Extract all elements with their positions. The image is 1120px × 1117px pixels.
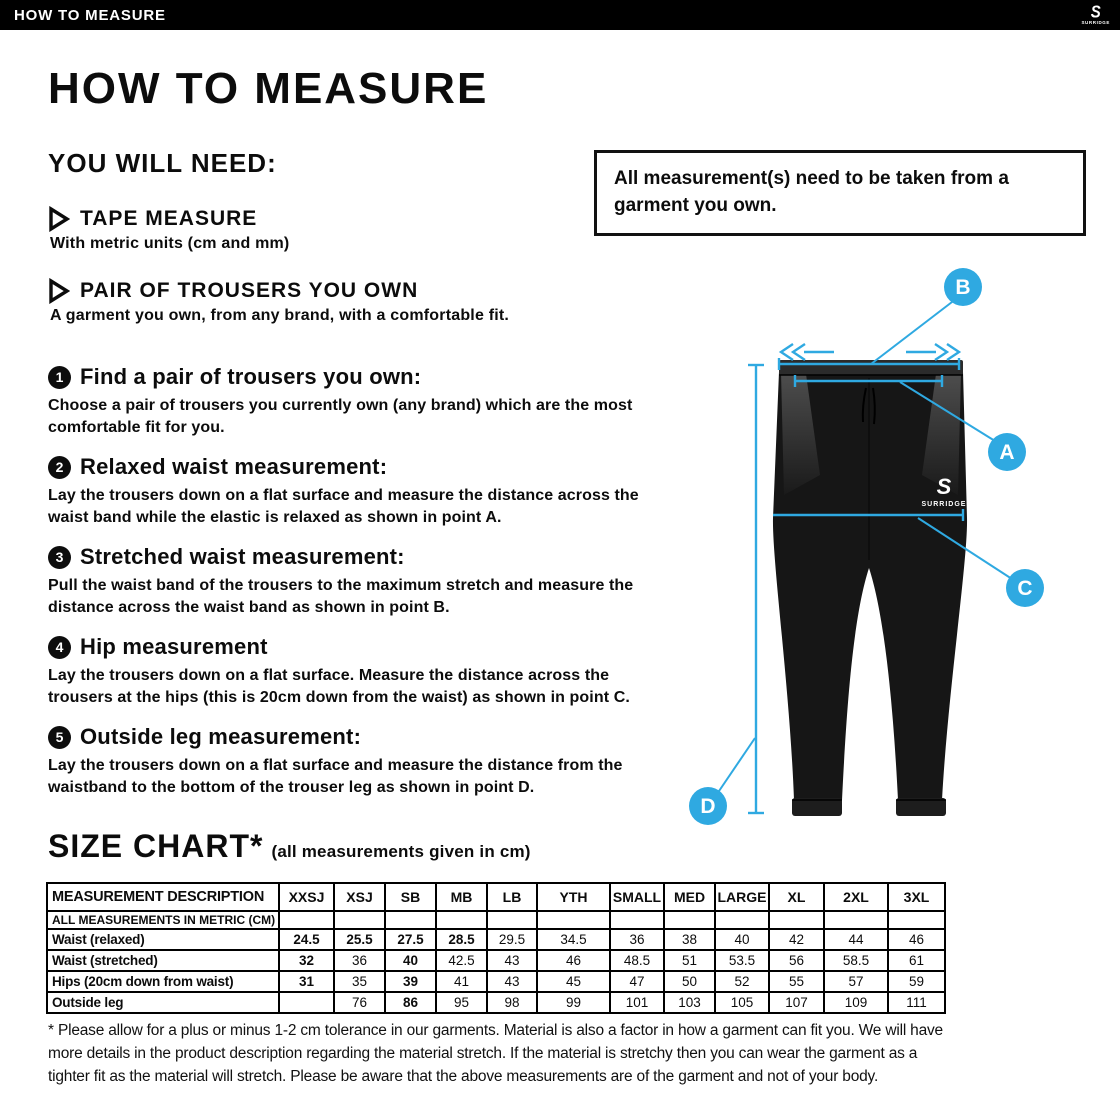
size-chart-heading: SIZE CHART* — [48, 828, 264, 864]
row-label: Waist (relaxed) — [47, 929, 279, 950]
svg-text:SURRIDGE: SURRIDGE — [921, 501, 967, 508]
metric-note: ALL MEASUREMENTS IN METRIC (CM) — [47, 911, 279, 929]
triangle-bullet-icon — [48, 278, 70, 304]
step-number-badge: 4 — [48, 636, 71, 659]
need-item-description: A garment you own, from any brand, with a comfortable fit. — [50, 307, 510, 324]
step-number-badge: 3 — [48, 546, 71, 569]
column-header: MB — [436, 883, 487, 911]
need-item-trousers — [48, 278, 648, 325]
step-body: Lay the trousers down on a flat surface and measure the distance from the waistband to the bottom of the trouser leg as shown in point D. — [48, 757, 623, 797]
column-header: 3XL — [888, 883, 945, 911]
metric-note-row — [47, 911, 945, 929]
column-header: XXSJ — [279, 883, 334, 911]
need-item-tape-measure — [48, 206, 648, 253]
step-body: Pull the waist band of the trousers to the maximum stretch and measure the distance across the waist band as shown in point B. — [48, 577, 634, 617]
column-header: MEASUREMENT DESCRIPTION — [47, 883, 279, 911]
step-body: Lay the trousers down on a flat surface and measure the distance across the waist band while the elastic is relaxed as shown in point A. — [48, 487, 639, 527]
row-label: Outside leg — [47, 992, 279, 1013]
table-row: Waist (relaxed) 24.5 25.5 27.5 28.5 29.5 34.5 36 38 40 42 44 46 — [47, 929, 945, 950]
size-chart-heading-row — [48, 828, 531, 865]
column-header: SB — [385, 883, 436, 911]
step-title: Outside leg measurement: — [80, 724, 362, 749]
size-chart-subheading: (all measurements given in cm) — [271, 842, 531, 861]
notice-box: All measurement(s) need to be taken from a garment you own. — [594, 150, 1086, 236]
column-header: 2XL — [824, 883, 888, 911]
table-row: Outside leg 76 86 95 98 99 101 103 105 107 109 111 — [47, 992, 945, 1013]
size-chart-table — [46, 882, 946, 1014]
step-1 — [48, 364, 656, 439]
step-5 — [48, 724, 656, 799]
step-title: Relaxed waist measurement: — [80, 454, 388, 479]
point-b-badge: B — [955, 276, 971, 299]
step-number-badge: 2 — [48, 456, 71, 479]
page-title: HOW TO MEASURE — [48, 64, 489, 113]
column-header: SMALL — [610, 883, 664, 911]
trousers-measurement-diagram — [680, 260, 1060, 840]
step-number-badge: 5 — [48, 726, 71, 749]
row-label: Hips (20cm down from waist) — [47, 971, 279, 992]
need-item-label: TAPE MEASURE — [80, 207, 258, 230]
step-body: Lay the trousers down on a flat surface. Measure the distance across the trousers at the hips (this is 20cm down from the waist) as shown in point C. — [48, 667, 630, 707]
column-header: XSJ — [334, 883, 385, 911]
triangle-bullet-icon — [48, 206, 70, 232]
point-a-badge: A — [999, 441, 1015, 464]
column-header: LARGE — [715, 883, 769, 911]
trousers-image — [773, 360, 967, 816]
step-number-badge: 1 — [48, 366, 71, 389]
column-header: XL — [769, 883, 824, 911]
step-title: Stretched waist measurement: — [80, 544, 405, 569]
column-header: MED — [664, 883, 715, 911]
top-bar-title: HOW TO MEASURE — [14, 6, 166, 24]
step-3 — [48, 544, 656, 619]
tolerance-footnote: * Please allow for a plus or minus 1-2 cm tolerance in our garments. Material is also a factor in how a garment can fit you. We will have more details in the product description regarding the material stretch. If the material is stretchy then you can wear the garment as a tighter fit as the material will stretch. Please be aware that the above measurements are of the garment and not of your body. — [48, 1022, 943, 1085]
surridge-wordmark: SURRIDGE — [1081, 19, 1110, 25]
row-label: Waist (stretched) — [47, 950, 279, 971]
point-c-badge: C — [1017, 577, 1033, 600]
table-header-row — [47, 883, 945, 911]
table-row: Hips (20cm down from waist) 31 35 39 41 43 45 47 50 52 55 57 59 — [47, 971, 945, 992]
surridge-logo-icon — [1081, 2, 1110, 26]
step-2 — [48, 454, 656, 529]
need-item-label: PAIR OF TROUSERS YOU OWN — [80, 279, 419, 302]
need-item-description: With metric units (cm and mm) — [50, 235, 290, 252]
table-row: Waist (stretched) 32 36 40 42.5 43 46 48.5 51 53.5 56 58.5 61 — [47, 950, 945, 971]
column-header: LB — [487, 883, 537, 911]
point-d-badge: D — [700, 795, 716, 818]
step-4 — [48, 634, 656, 709]
step-title: Hip measurement — [80, 634, 268, 659]
top-bar — [0, 0, 1120, 30]
step-body: Choose a pair of trousers you currently own (any brand) which are the most comfortable fit for you. — [48, 397, 633, 437]
you-will-need-heading: YOU WILL NEED: — [48, 148, 277, 178]
column-header: YTH — [537, 883, 610, 911]
step-title: Find a pair of trousers you own: — [80, 364, 422, 389]
svg-text:S: S — [936, 474, 952, 499]
surridge-s-glyph: S — [1090, 2, 1101, 23]
